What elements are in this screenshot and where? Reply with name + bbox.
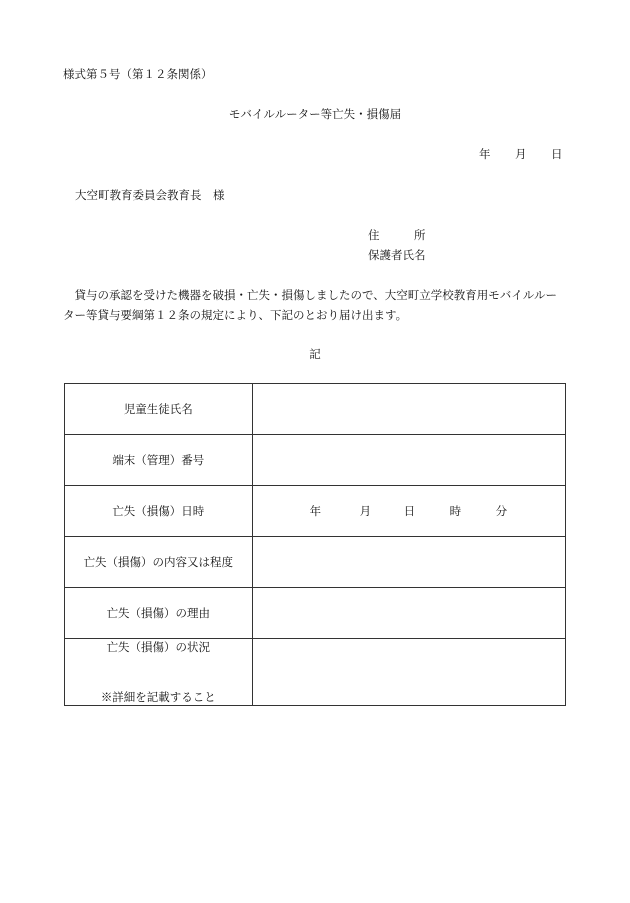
device-number-label: 端末（管理）番号 <box>65 435 253 486</box>
address-label: 住 所 <box>368 228 426 242</box>
table-row <box>65 435 566 486</box>
addressee: 大空町教育委員会教育長 様 <box>75 188 225 202</box>
ki-heading: 記 <box>309 347 321 361</box>
loss-content-field[interactable] <box>252 537 565 588</box>
loss-situation-label: 亡失（損傷）の状況 <box>106 640 211 654</box>
device-number-field[interactable] <box>252 435 565 486</box>
loss-reason-field[interactable] <box>252 588 565 639</box>
datetime-minute-unit: 分 <box>495 504 508 518</box>
loss-datetime-label: 亡失（損傷）日時 <box>65 486 253 537</box>
table-row <box>65 588 566 639</box>
form-number: 様式第５号（第１２条関係） <box>63 67 213 81</box>
date-day-label: 日 <box>551 147 563 161</box>
datetime-day-unit: 日 <box>403 504 416 518</box>
datetime-hour-unit: 時 <box>449 504 462 518</box>
table-row <box>65 384 566 435</box>
loss-content-label: 亡失（損傷）の内容又は程度 <box>65 537 253 588</box>
table-row <box>65 639 566 706</box>
loss-datetime-field[interactable] <box>252 486 565 537</box>
date-year-label: 年 <box>479 147 491 161</box>
datetime-month-unit: 月 <box>359 504 372 518</box>
details-table <box>64 383 566 706</box>
guardian-name-label: 保護者氏名 <box>368 248 426 262</box>
loss-situation-field[interactable] <box>252 639 565 706</box>
loss-situation-note: ※詳細を記載すること <box>100 690 216 704</box>
document-title: モバイルルーター等亡失・損傷届 <box>228 107 402 121</box>
loss-situation-label-cell <box>65 639 253 706</box>
student-name-label: 児童生徒氏名 <box>65 384 253 435</box>
body-paragraph: 貸与の承認を受けた機器を破損・亡失・損傷しましたので、大空町立学校教育用モバイルルーター等貸与要綱第１２条の規定により、下記のとおり届け出ます。 <box>63 288 557 322</box>
table-row <box>65 486 566 537</box>
student-name-field[interactable] <box>252 384 565 435</box>
date-month-label: 月 <box>515 147 527 161</box>
table-row <box>65 537 566 588</box>
loss-reason-label: 亡失（損傷）の理由 <box>65 588 253 639</box>
datetime-year-unit: 年 <box>309 504 322 518</box>
